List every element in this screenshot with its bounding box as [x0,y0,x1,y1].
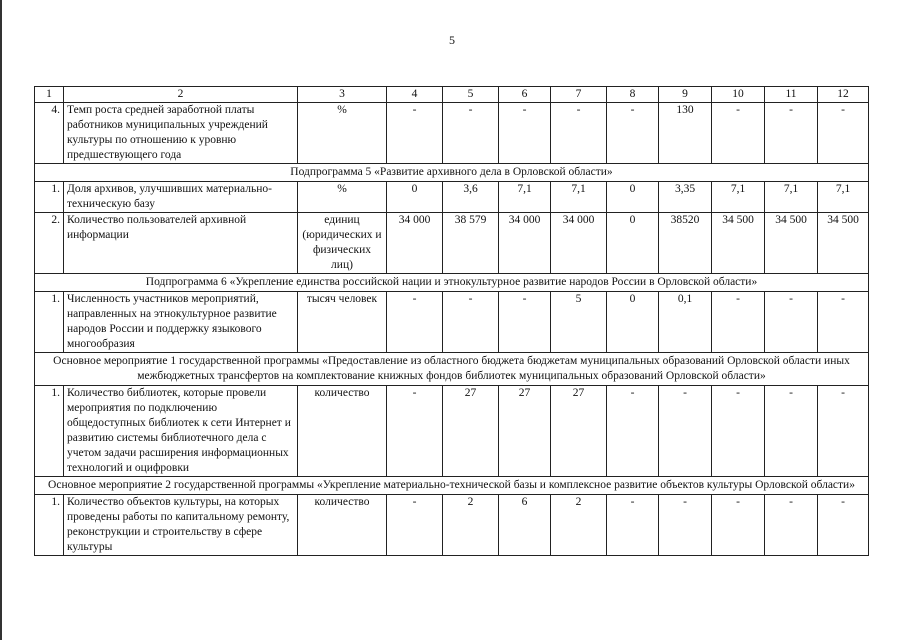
section-title: Основное мероприятие 1 государственной программы «Предоставление из областного бюджета бюджетам муниципальных образований Орловской области иных межбюджетных трансфертов на комплектование книжных фондов библиотек муниципальных образований Орловской области» [35,353,869,386]
value-cell: - [765,386,818,477]
value-cell: 0,1 [659,292,712,353]
column-number-11: 11 [765,87,818,103]
value-cell: - [818,386,869,477]
page-left-border [0,0,2,640]
unit-of-measure: % [298,182,387,213]
value-cell: 7,1 [551,182,607,213]
value-cell: - [607,495,659,556]
column-number-9: 9 [659,87,712,103]
column-number-5: 5 [443,87,499,103]
value-cell: 3,35 [659,182,712,213]
value-cell: 0 [607,182,659,213]
unit-of-measure: количество [298,495,387,556]
value-cell: 5 [551,292,607,353]
value-cell: 34 500 [818,213,869,274]
value-cell: 38 579 [443,213,499,274]
column-number-8: 8 [607,87,659,103]
value-cell: - [499,292,551,353]
column-number-7: 7 [551,87,607,103]
value-cell: - [387,103,443,164]
value-cell: - [607,103,659,164]
value-cell: - [659,386,712,477]
value-cell: 34 000 [387,213,443,274]
column-number-12: 12 [818,87,869,103]
value-cell: - [387,386,443,477]
row-number: 1. [35,386,64,477]
section-header-row [35,164,869,182]
column-number-6: 6 [499,87,551,103]
value-cell: - [765,495,818,556]
value-cell: 7,1 [765,182,818,213]
table-row [35,292,869,353]
value-cell: 3,6 [443,182,499,213]
value-cell: - [818,103,869,164]
value-cell: - [607,386,659,477]
table-row [35,386,869,477]
value-cell: 0 [387,182,443,213]
column-number-2: 2 [64,87,298,103]
indicators-table [34,86,869,556]
column-number-10: 10 [712,87,765,103]
value-cell: 7,1 [712,182,765,213]
value-cell: 2 [551,495,607,556]
value-cell: 2 [443,495,499,556]
section-title: Подпрограмма 6 «Укрепление единства российской нации и этнокультурное развитие народов России в Орловской области» [35,274,869,292]
table-row [35,213,869,274]
table-row [35,495,869,556]
value-cell: 27 [499,386,551,477]
unit-of-measure: % [298,103,387,164]
value-cell: 27 [551,386,607,477]
column-number-1: 1 [35,87,64,103]
indicator-name: Численность участников мероприятий, направленных на этнокультурное развитие народов России и поддержку языкового многообразия [64,292,298,353]
column-numbers-row [35,87,869,103]
unit-of-measure: единиц (юридических и физических лиц) [298,213,387,274]
value-cell: - [712,495,765,556]
row-number: 4. [35,103,64,164]
value-cell: - [818,292,869,353]
value-cell: - [499,103,551,164]
row-number: 1. [35,182,64,213]
unit-of-measure: количество [298,386,387,477]
section-title: Основное мероприятие 2 государственной программы «Укрепление материально-технической базы и комплексное развитие объектов культуры Орловской области» [35,477,869,495]
row-number: 1. [35,292,64,353]
column-number-3: 3 [298,87,387,103]
value-cell: 6 [499,495,551,556]
indicator-name: Доля архивов, улучшивших материально-техническую базу [64,182,298,213]
value-cell: 130 [659,103,712,164]
indicator-name: Количество библиотек, которые провели мероприятия по подключению общедоступных библиотек к сети Интернет и развитию системы библиотечного дела с учетом задачи расширения информационных технологий и оцифровки [64,386,298,477]
table-row [35,182,869,213]
row-number: 2. [35,213,64,274]
value-cell: 7,1 [818,182,869,213]
value-cell: 38520 [659,213,712,274]
value-cell: - [551,103,607,164]
value-cell: 27 [443,386,499,477]
indicator-name: Количество объектов культуры, на которых проведены работы по капитальному ремонту, реконструкции и строительству в сфере культуры [64,495,298,556]
value-cell: - [765,292,818,353]
value-cell: 7,1 [499,182,551,213]
value-cell: 0 [607,213,659,274]
section-header-row [35,274,869,292]
value-cell: - [443,292,499,353]
unit-of-measure: тысяч человек [298,292,387,353]
indicator-name: Темп роста средней заработной платы работников муниципальных учреждений культуры по отношению к уровню предшествующего года [64,103,298,164]
value-cell: - [712,386,765,477]
table-row [35,103,869,164]
value-cell: 34 000 [551,213,607,274]
value-cell: - [443,103,499,164]
value-cell: - [712,292,765,353]
value-cell: - [712,103,765,164]
value-cell: - [818,495,869,556]
section-header-row [35,353,869,386]
value-cell: - [387,495,443,556]
value-cell: - [659,495,712,556]
indicator-name: Количество пользователей архивной информации [64,213,298,274]
section-header-row [35,477,869,495]
table-body [35,87,869,556]
section-title: Подпрограмма 5 «Развитие архивного дела в Орловской области» [35,164,869,182]
value-cell: - [765,103,818,164]
row-number: 1. [35,495,64,556]
value-cell: 34 500 [712,213,765,274]
page-number: 5 [449,33,455,47]
value-cell: - [387,292,443,353]
value-cell: 0 [607,292,659,353]
value-cell: 34 000 [499,213,551,274]
value-cell: 34 500 [765,213,818,274]
column-number-4: 4 [387,87,443,103]
